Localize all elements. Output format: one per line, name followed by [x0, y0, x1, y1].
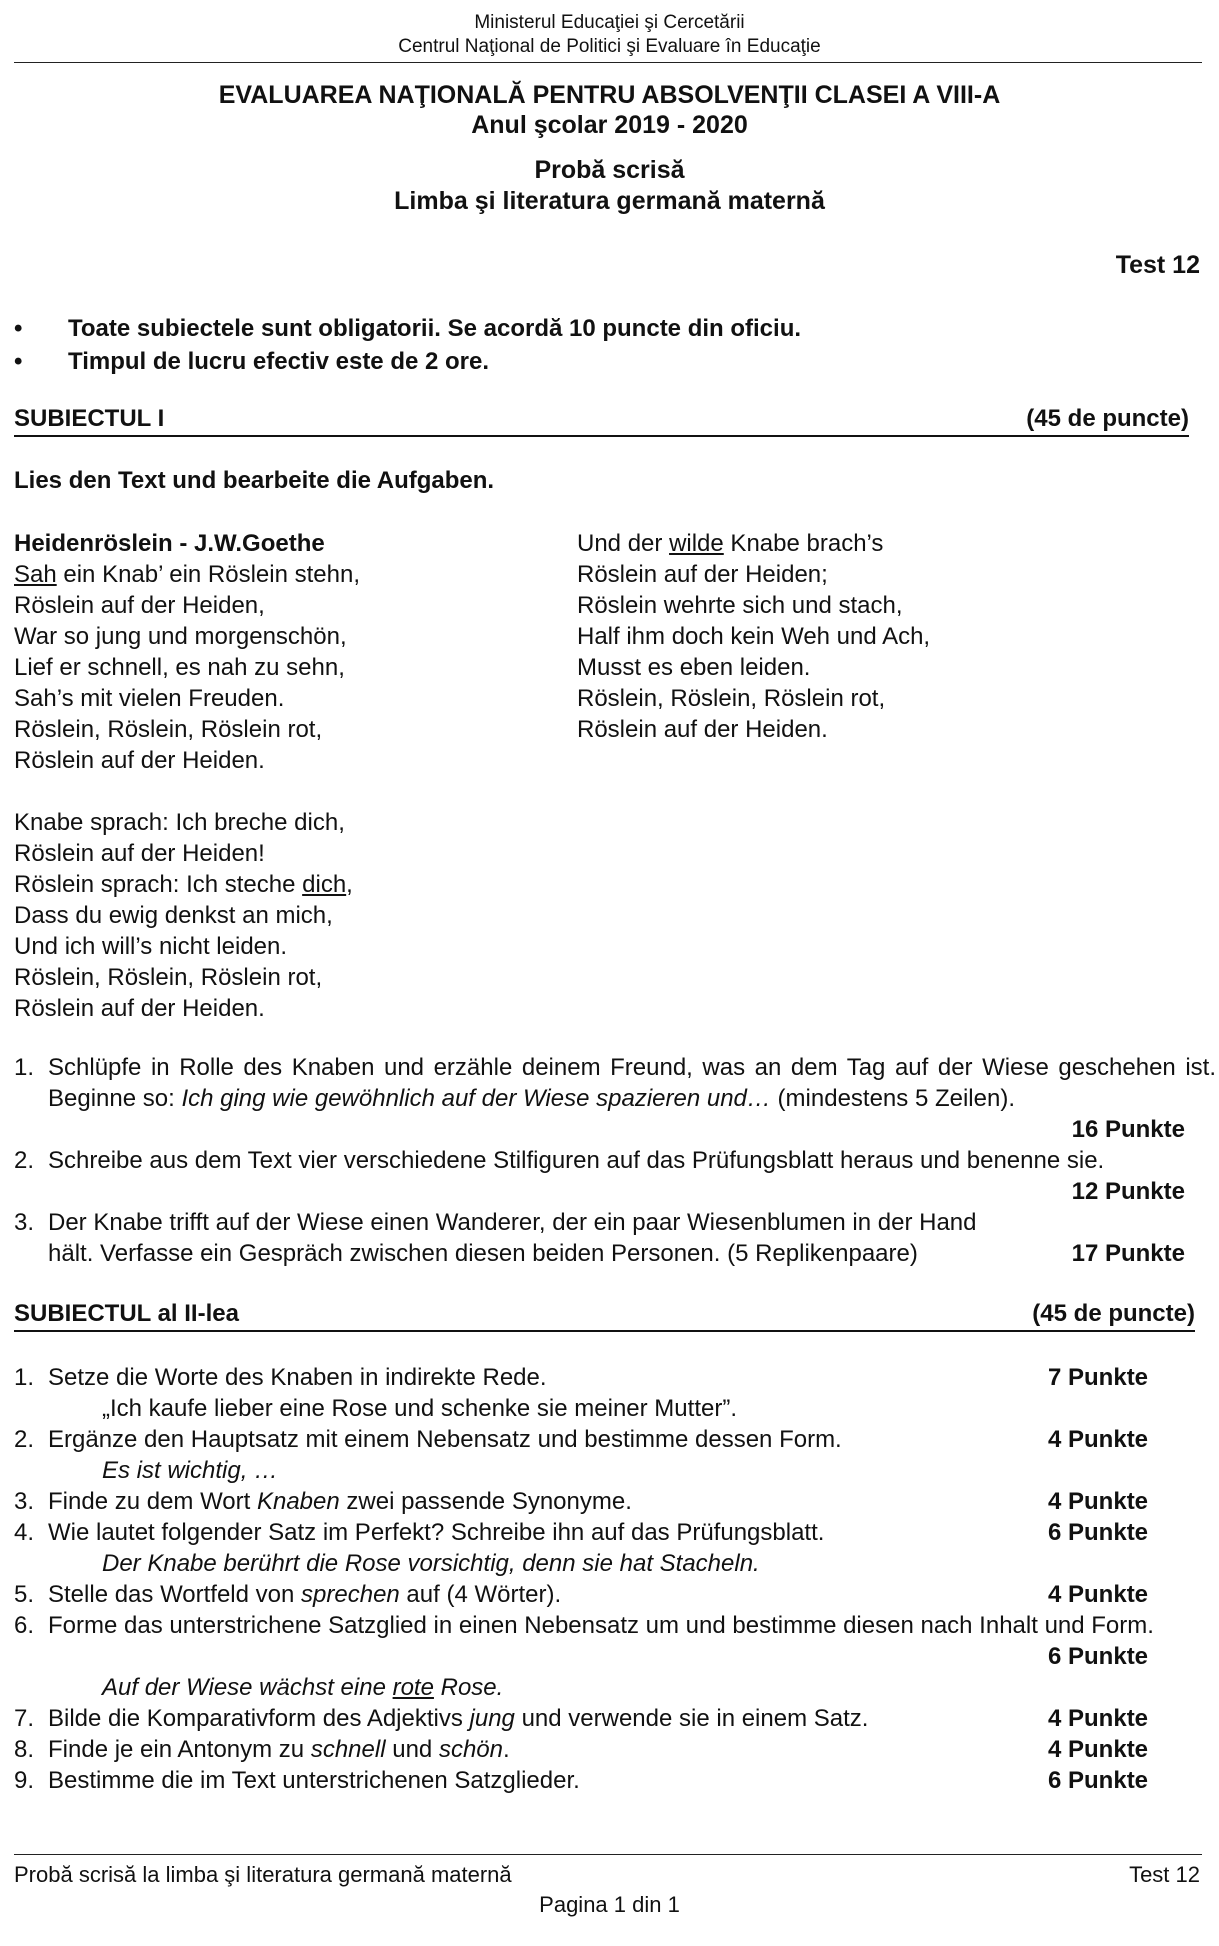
subject-1-points: (45 de puncte) [1026, 405, 1189, 432]
task-item: 3. Finde zu dem Wort Knaben zwei passende Synonyme. 4 Punkte [14, 1488, 1149, 1515]
rule-item: • Timpul de lucru efectiv este de 2 ore. [14, 348, 490, 375]
task-points: 6 Punkte [1048, 1519, 1149, 1546]
poem-line: Röslein wehrte sich und stach, [577, 592, 903, 619]
task-item: 7. Bilde die Komparativform des Adjektivs jung und verwende sie in einem Satz. 4 Punkte [14, 1705, 1149, 1732]
task-points: 4 Punkte [1048, 1736, 1149, 1763]
poem-line: Röslein, Röslein, Röslein rot, [577, 685, 886, 712]
rule-item: • Toate subiectele sunt obligatorii. Se acordă 10 puncte din oficiu. [14, 315, 802, 342]
header-divider [14, 62, 1202, 63]
poem-line: Sah’s mit vielen Freuden. [14, 685, 285, 712]
stanza-gap [14, 776, 360, 807]
test-number: Test 12 [1115, 251, 1200, 279]
task-points: 6 Punkte [1048, 1767, 1149, 1794]
poem-line: Röslein auf der Heiden, [14, 592, 265, 619]
task-points: 12 Punkte [1071, 1178, 1185, 1205]
task-item: 2. Schreibe aus dem Text vier verschiedene Stilfiguren auf das Prüfungsblatt heraus und benenne sie. 12 Punkte [14, 1147, 1185, 1205]
poem-line: Röslein, Röslein, Röslein rot, [14, 716, 323, 743]
ministry-name: Ministerul Educaţiei şi Cercetării [474, 12, 745, 33]
subject-1-header [14, 405, 1189, 437]
task-points: 4 Punkte [1048, 1488, 1149, 1515]
task-example: Es ist wichtig, … [102, 1457, 279, 1484]
poem-right-column [577, 528, 930, 745]
task-item: 8. Finde je ein Antonym zu schnell und schön. 4 Punkte [14, 1736, 1149, 1763]
poem-line: Röslein auf der Heiden! [14, 840, 265, 867]
poem-line: Röslein auf der Heiden; [577, 561, 828, 588]
subject-1-title: SUBIECTUL I [14, 405, 165, 432]
task-item: 1. Schlüpfe in Rolle des Knaben und erzähle deinem Freund, was an dem Tag auf der Wiese geschehen ist. Beginne so: Ich ging wie gewöhnlich auf der Wiese spazieren und… (mindestens 5 Zeilen). 16 Punkte [14, 1054, 1216, 1143]
exam-title: EVALUAREA NAŢIONALĂ PENTRU ABSOLVENŢII CLASEI A VIII-A [218, 81, 1001, 109]
poem-left-column [14, 528, 360, 1024]
task-item: 5. Stelle das Wortfeld von sprechen auf (4 Wörter). 4 Punkte [14, 1581, 1149, 1608]
poem-line: Röslein, Röslein, Röslein rot, [14, 964, 323, 991]
task-points: 4 Punkte [1048, 1581, 1149, 1608]
poem-heading: Heidenröslein - J.W.Goethe [14, 530, 325, 557]
subject-2-header [14, 1300, 1195, 1332]
center-name: Centrul Naţional de Politici şi Evaluare în Educaţie [398, 36, 821, 57]
exam-subject: Limba şi literatura germană maternă [394, 187, 825, 215]
poem-line: Röslein auf der Heiden. [577, 716, 828, 743]
task-points: 17 Punkte [1071, 1240, 1185, 1267]
poem-line: Sah ein Knab’ ein Röslein stehn, [14, 561, 361, 588]
instruction: Lies den Text und bearbeite die Aufgaben. [14, 467, 495, 494]
task-points: 4 Punkte [1048, 1426, 1149, 1453]
poem-line: Musst es eben leiden. [577, 654, 811, 681]
poem-line: Lief er schnell, es nah zu sehn, [14, 654, 345, 681]
subject-2-points: (45 de puncte) [1032, 1300, 1195, 1327]
page-number: Pagina 1 din 1 [539, 1892, 680, 1917]
task-points: 16 Punkte [1071, 1116, 1185, 1143]
task-item: 1. Setze die Worte des Knaben in indirekte Rede. 7 Punkte „Ich kaufe lieber eine Rose und schenke sie meiner Mutter”. [14, 1364, 1149, 1422]
poem-line: Röslein sprach: Ich steche dich, [14, 871, 353, 898]
task-example: Der Knabe berührt die Rose vorsichtig, denn sie hat Stacheln. [102, 1550, 760, 1577]
task-example: „Ich kaufe lieber eine Rose und schenke sie meiner Mutter”. [102, 1395, 737, 1422]
footer-subject: Probă scrisă la limba şi literatura germană maternă [14, 1862, 512, 1887]
footer-divider [14, 1854, 1202, 1855]
footer-test: Test 12 [1129, 1862, 1200, 1887]
poem-line: Und der wilde Knabe brach’s [577, 530, 884, 557]
school-year: Anul şcolar 2019 - 2020 [471, 111, 748, 139]
poem-line: Röslein auf der Heiden. [14, 995, 265, 1022]
task-item: 4. Wie lautet folgender Satz im Perfekt? Schreibe ihn auf das Prüfungsblatt. 6 Punkte Der Knabe berührt die Rose vorsichtig, denn sie hat Stacheln. [14, 1519, 1149, 1577]
task-item: 6. Forme das unterstrichene Satzglied in einen Nebensatz um und bestimme diesen nach Inhalt und Form. 6 Punkte Auf der Wiese wächst eine rote Rose. [14, 1612, 1154, 1701]
task-item: 2. Ergänze den Hauptsatz mit einem Nebensatz und bestimme dessen Form. 4 Punkte Es ist wichtig, … [14, 1426, 1149, 1484]
task-item: 9. Bestimme die im Text unterstrichenen Satzglieder. 6 Punkte [14, 1767, 1149, 1794]
task-item: 3. Der Knabe trifft auf der Wiese einen Wanderer, der ein paar Wiesenblumen in der Hand hält. Verfasse ein Gespräch zwischen diesen beiden Personen. (5 Replikenpaare) 17 Punkte [14, 1209, 1185, 1267]
task-points: 7 Punkte [1048, 1364, 1149, 1391]
task-example: Auf der Wiese wächst eine rote Rose. [102, 1674, 504, 1701]
poem-line: Half ihm doch kein Weh und Ach, [577, 623, 931, 650]
task-points: 4 Punkte [1048, 1705, 1149, 1732]
subject-2-title: SUBIECTUL al II-lea [14, 1300, 239, 1327]
poem-line: Und ich will’s nicht leiden. [14, 933, 288, 960]
poem-line: Röslein auf der Heiden. [14, 747, 265, 774]
poem-line: Knabe sprach: Ich breche dich, [14, 809, 345, 836]
task-points: 6 Punkte [1048, 1643, 1149, 1670]
poem-line: War so jung und morgenschön, [14, 623, 347, 650]
poem-line: Dass du ewig denkst an mich, [14, 902, 333, 929]
exam-type: Probă scrisă [534, 156, 685, 184]
